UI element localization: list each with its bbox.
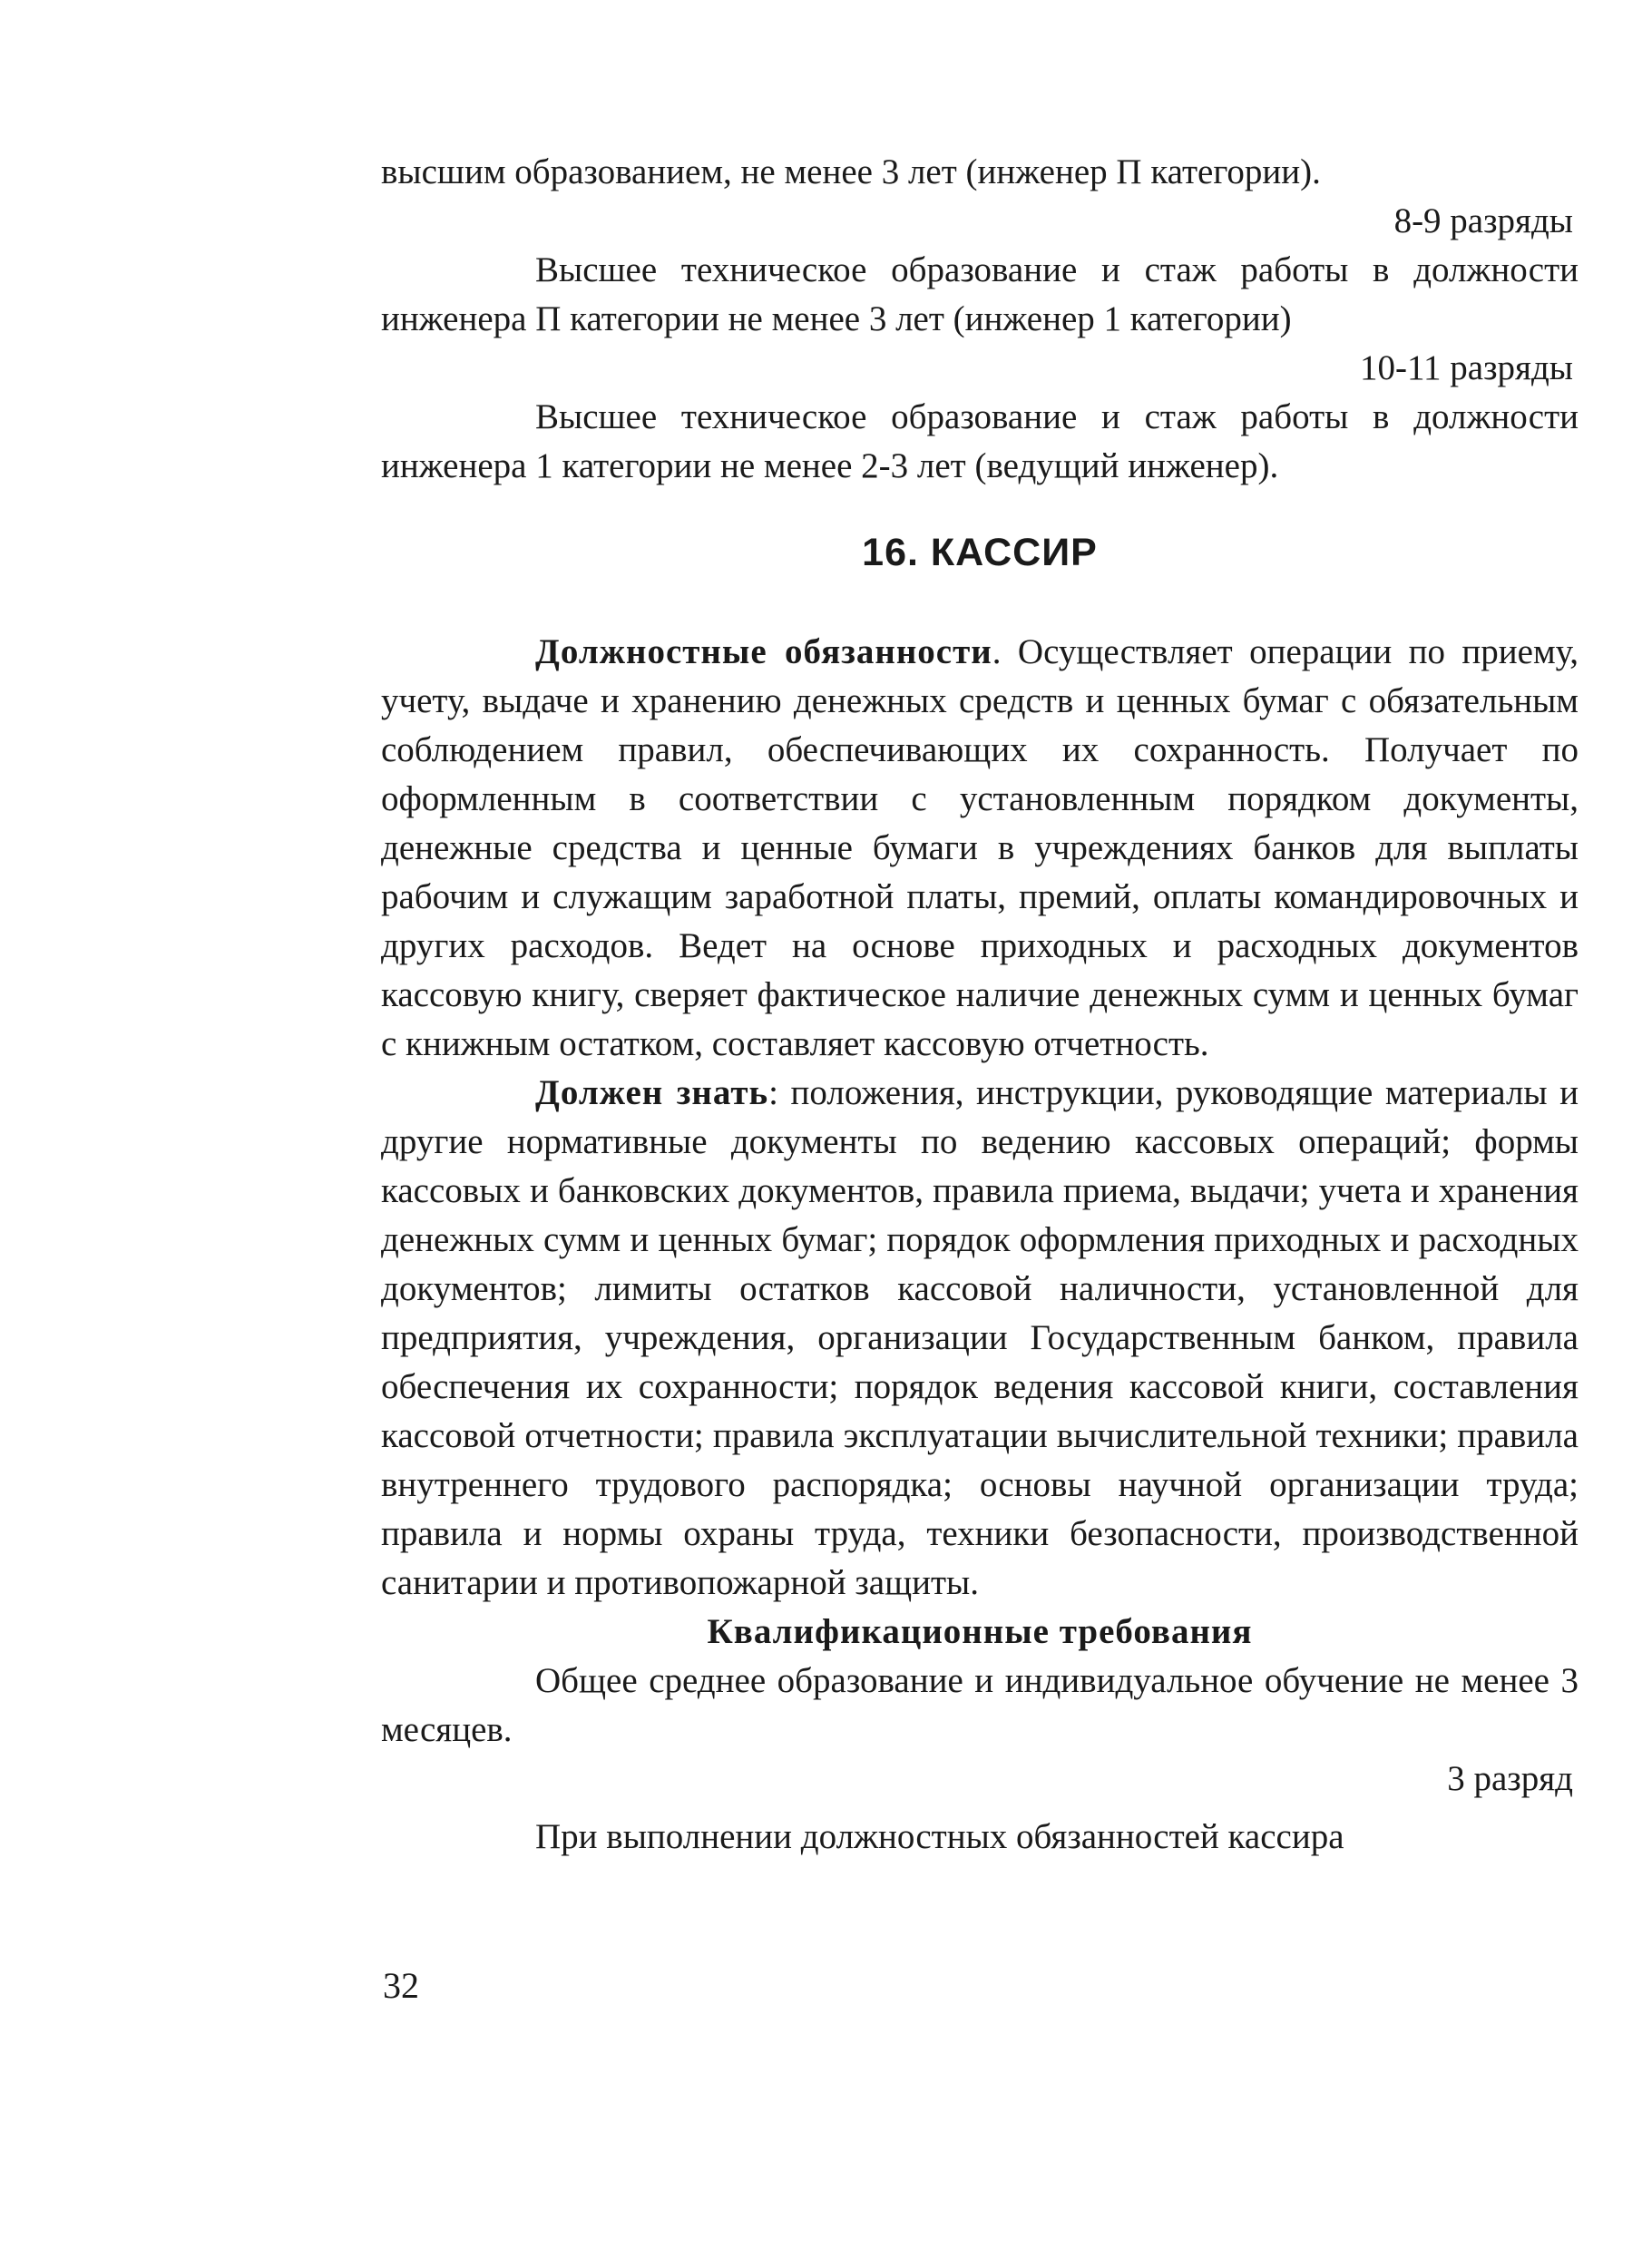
grade-10-11-text: Высшее техническое образование и стаж работы в должности инженера 1 категории не менее 2-3 лет (ведущий инженер). <box>381 397 1579 485</box>
qualification-tail: При выполнении должностных обязанностей кассира <box>535 1817 1344 1856</box>
duties-lead: Должностные обязанности <box>535 632 992 671</box>
grade-8-9-label: 8-9 разряды <box>1393 201 1573 240</box>
knowledge-lead: Должен знать <box>535 1073 769 1112</box>
main-section <box>381 628 1579 1862</box>
duties-text: . Осуществляет операции по приему, учету, выдаче и хранению денежных средств и ценных бумаг с обязательным соблюдением правил, обеспечивающих их сохранность. Получает по оформленным в соответствии с установленным порядком документы, денежные средства и ценные бумаги в учреждениях банков для выплаты рабочим и служащим заработной платы, премий, оплаты командировочных и других расходов. Ведет на основе приходных и расходных документов кассовую книгу, сверяет фактическое наличие денежных сумм и ценных бумаг с книжным остатком, составляет кассовую отчетность. <box>381 632 1579 1063</box>
grade-8-9-text: Высшее техническое образование и стаж работы в должности инженера П категории не менее 3 лет (инженер 1 категории) <box>381 250 1579 338</box>
qualification-text: Общее среднее образование и индивидуальное обучение не менее 3 месяцев. <box>381 1661 1579 1749</box>
grade-10-11-label: 10-11 разряды <box>1360 348 1573 387</box>
knowledge-text: : положения, инструкции, руководящие материалы и другие нормативные документы по ведению кассовых операций; формы кассовых и банковских документов, правила приема, выдачи; учета и хранения денежных сумм и ценных бумаг; порядок оформления приходных и расходных документов; лимиты остатков кассовой наличности, установленной для предприятия, учреждения, организации Государственным банком, правила обеспечения их сохранности; порядок ведения кассовой книги, составления кассовой отчетности; правила эксплуатации вычислительной техники; правила внутреннего трудового распорядка; основы научной организации труда; правила и нормы охраны труда, техники безопасности, производственной санитарии и противопожарной защиты. <box>381 1073 1579 1602</box>
knowledge-paragraph <box>381 1069 1579 1608</box>
duties-paragraph <box>381 628 1579 1069</box>
top-section <box>381 148 1579 491</box>
qualification-heading: Квалификационные требования <box>707 1612 1253 1651</box>
section-title: 16. КАССИР <box>862 531 1098 574</box>
continuation-text: высшим образованием, не менее 3 лет (инженер П категории). <box>381 152 1321 191</box>
grade-3-label: 3 разряд <box>1447 1759 1573 1798</box>
page-number: 32 <box>383 1965 419 2006</box>
